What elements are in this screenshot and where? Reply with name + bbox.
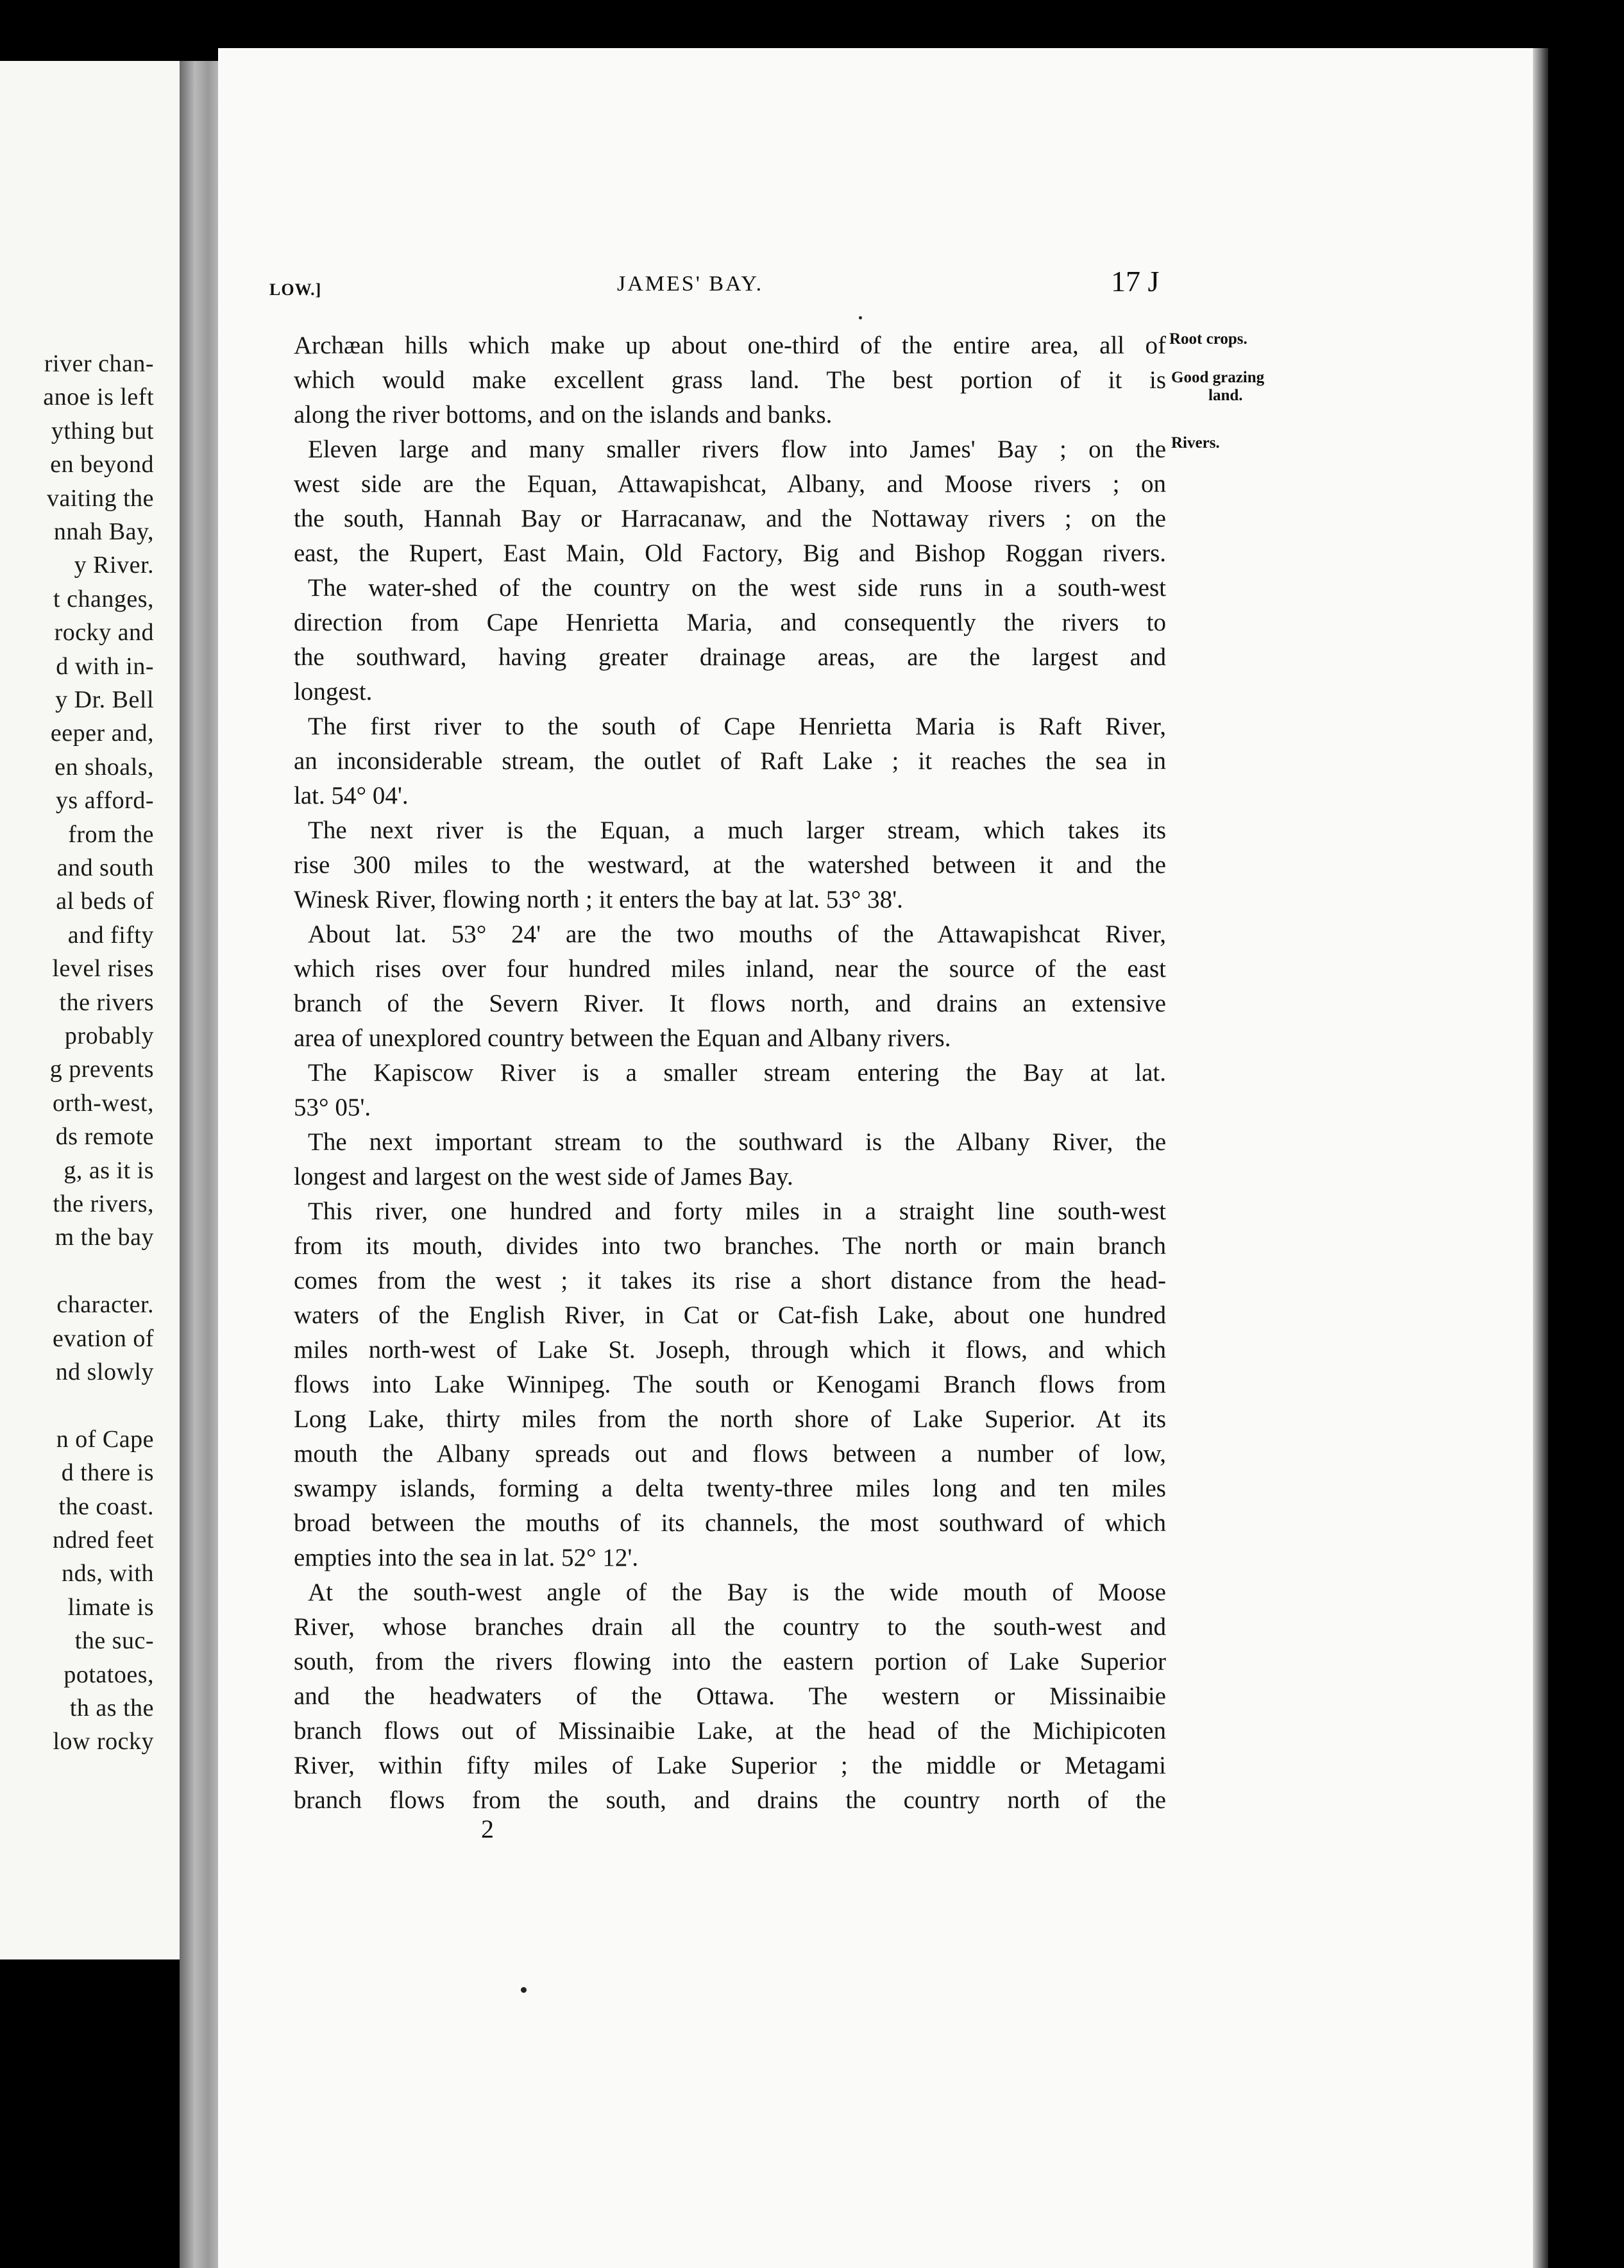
left-page-line: nd slowly: [55, 1358, 154, 1385]
left-page-line: ndred feet: [53, 1527, 154, 1553]
left-page-line: en beyond: [50, 451, 154, 478]
running-head-left: LOW.]: [269, 280, 322, 299]
body-line: Archæan hills which make up about one-third of the entire area, all of: [294, 332, 1166, 359]
left-page-line: y Dr. Bell: [55, 686, 154, 713]
body-line: branch flows from the south, and drains the country north of the: [294, 1786, 1166, 1814]
left-page-line: anoe is left: [43, 384, 154, 411]
body-line: from its mouth, divides into two branches. The north or main branch: [294, 1232, 1166, 1260]
body-line: lat. 54° 04'.: [294, 782, 409, 809]
body-line: which would make excellent grass land. The best portion of it is: [294, 366, 1166, 394]
left-page-line: ything but: [51, 417, 154, 444]
left-page-line: n of Cape: [56, 1425, 154, 1453]
left-page-line: nnah Bay,: [53, 518, 154, 545]
body-line: 53° 05'.: [294, 1094, 371, 1121]
left-page-line: en shoals,: [55, 753, 154, 781]
body-line: branch of the Severn River. It flows north, and drains an extensive: [294, 990, 1166, 1017]
left-page-line: al beds of: [56, 888, 154, 915]
body-line: Winesk River, flowing north ; it enters the bay at lat. 53° 38'.: [294, 886, 903, 913]
body-line: Eleven large and many smaller rivers flow into James' Bay ; on the: [308, 436, 1166, 463]
body-line: The next important stream to the southward is the Albany River, the: [308, 1128, 1166, 1156]
body-line: flows into Lake Winnipeg. The south or Kenogami Branch flows from: [294, 1371, 1166, 1398]
body-line: longest.: [294, 678, 373, 706]
body-line: which rises over four hundred miles inland, near the source of the east: [294, 955, 1166, 983]
body-text: [294, 328, 1166, 1818]
body-line: branch flows out of Missinaibie Lake, at the head of the Michipicoten: [294, 1717, 1166, 1745]
left-page-line: from the: [68, 820, 154, 848]
body-line: west side are the Equan, Attawapishcat, Albany, and Moose rivers ; on: [294, 470, 1166, 498]
body-line: mouth the Albany spreads out and flows between a number of low,: [294, 1440, 1166, 1468]
running-head-title: JAMES' BAY.: [617, 272, 764, 296]
margin-note-good-grazing: Good grazing: [1171, 369, 1265, 386]
left-page: [0, 61, 192, 1959]
body-line: east, the Rupert, East Main, Old Factory, Big and Bishop Roggan rivers.: [294, 539, 1166, 567]
left-page-line: eeper and,: [50, 720, 154, 747]
ink-speck: [521, 1987, 527, 1993]
left-page-line: character.: [56, 1291, 154, 1319]
body-line: This river, one hundred and forty miles in a straight line south-west: [308, 1197, 1166, 1225]
left-page-line: river chan-: [44, 350, 154, 377]
left-page-line: rocky and: [54, 619, 154, 647]
left-page-line: potatoes,: [63, 1661, 154, 1688]
left-page-line: g prevents: [49, 1056, 154, 1083]
left-page-line: nds, with: [62, 1560, 154, 1587]
page-edge-shadow: [1533, 48, 1548, 2268]
body-line: rise 300 miles to the westward, at the watershed between it and the: [294, 851, 1166, 879]
body-line: The Kapiscow River is a smaller stream entering the Bay at lat.: [308, 1059, 1166, 1087]
margin-note-root-crops: Root crops.: [1169, 330, 1248, 348]
left-page-line: m the bay: [55, 1224, 154, 1251]
ink-speck: [859, 316, 862, 319]
left-page-line: y River.: [74, 552, 154, 579]
left-page-line: orth-west,: [52, 1089, 154, 1117]
left-page-line: vaiting the: [47, 484, 154, 512]
margin-note-rivers: Rivers.: [1171, 434, 1220, 452]
body-line: area of unexplored country between the Equan and Albany rivers.: [294, 1024, 951, 1052]
left-page-line: the rivers,: [53, 1190, 154, 1217]
body-line: The next river is the Equan, a much larger stream, which takes its: [308, 817, 1166, 844]
left-page-line: evation of: [52, 1324, 154, 1352]
left-page-line: low rocky: [53, 1728, 154, 1756]
left-page-line: ds remote: [55, 1123, 154, 1151]
body-line: The water-shed of the country on the west side runs in a south-west: [308, 574, 1166, 602]
body-line: The first river to the south of Cape Henrietta Maria is Raft River,: [308, 713, 1166, 740]
left-page-line: and fifty: [67, 921, 154, 949]
body-line: along the river bottoms, and on the islands and banks.: [294, 401, 833, 428]
body-line: swampy islands, forming a delta twenty-three miles long and ten miles: [294, 1475, 1166, 1502]
body-line: comes from the west ; it takes its rise a short distance from the head-: [294, 1267, 1166, 1294]
body-line: miles north-west of Lake St. Joseph, through which it flows, and which: [294, 1336, 1166, 1364]
body-line: At the south-west angle of the Bay is the wide mouth of Moose: [308, 1578, 1166, 1606]
body-line: River, whose branches drain all the country to the south-west and: [294, 1613, 1166, 1641]
body-line: the southward, having greater drainage areas, are the largest and: [294, 643, 1166, 671]
body-line: south, from the rivers flowing into the eastern portion of Lake Superior: [294, 1648, 1166, 1675]
left-page-line: g, as it is: [63, 1156, 154, 1184]
left-page-line: the coast.: [58, 1493, 154, 1520]
left-page-line: and south: [56, 854, 154, 881]
body-line: empties into the sea in lat. 52° 12'.: [294, 1544, 639, 1571]
body-line: broad between the mouths of its channels, the most southward of which: [294, 1509, 1166, 1537]
body-line: an inconsiderable stream, the outlet of Raft Lake ; it reaches the sea in: [294, 747, 1166, 775]
body-line: waters of the English River, in Cat or Cat-fish Lake, about one hundred: [294, 1301, 1166, 1329]
left-page-line: d there is: [61, 1459, 154, 1487]
body-line: Long Lake, thirty miles from the north shore of Lake Superior. At its: [294, 1405, 1166, 1433]
left-page-line: the rivers: [59, 988, 154, 1016]
left-page-line: t changes,: [53, 585, 154, 613]
body-line: and the headwaters of the Ottawa. The western or Missinaibie: [294, 1682, 1166, 1710]
left-page-line: ys afford-: [55, 787, 154, 815]
left-page-line: th as the: [69, 1695, 154, 1722]
page-number: 17 J: [1111, 265, 1160, 298]
body-line: River, within fifty miles of Lake Superior ; the middle or Metagami: [294, 1752, 1166, 1779]
body-line: direction from Cape Henrietta Maria, and consequently the rivers to: [294, 609, 1166, 636]
body-line: About lat. 53° 24' are the two mouths of the Attawapishcat River,: [308, 920, 1166, 948]
left-page-line: d with in-: [56, 652, 154, 680]
margin-note-land: land.: [1208, 387, 1243, 404]
left-page-line: probably: [64, 1022, 154, 1049]
left-page-line: level rises: [52, 955, 154, 983]
body-line: longest and largest on the west side of James Bay.: [294, 1163, 793, 1190]
signature-mark: 2: [481, 1815, 494, 1843]
body-line: the south, Hannah Bay or Harracanaw, and the Nottaway rivers ; on the: [294, 505, 1166, 532]
left-page-line: the suc-: [74, 1627, 154, 1655]
left-page-line: limate is: [67, 1593, 154, 1621]
